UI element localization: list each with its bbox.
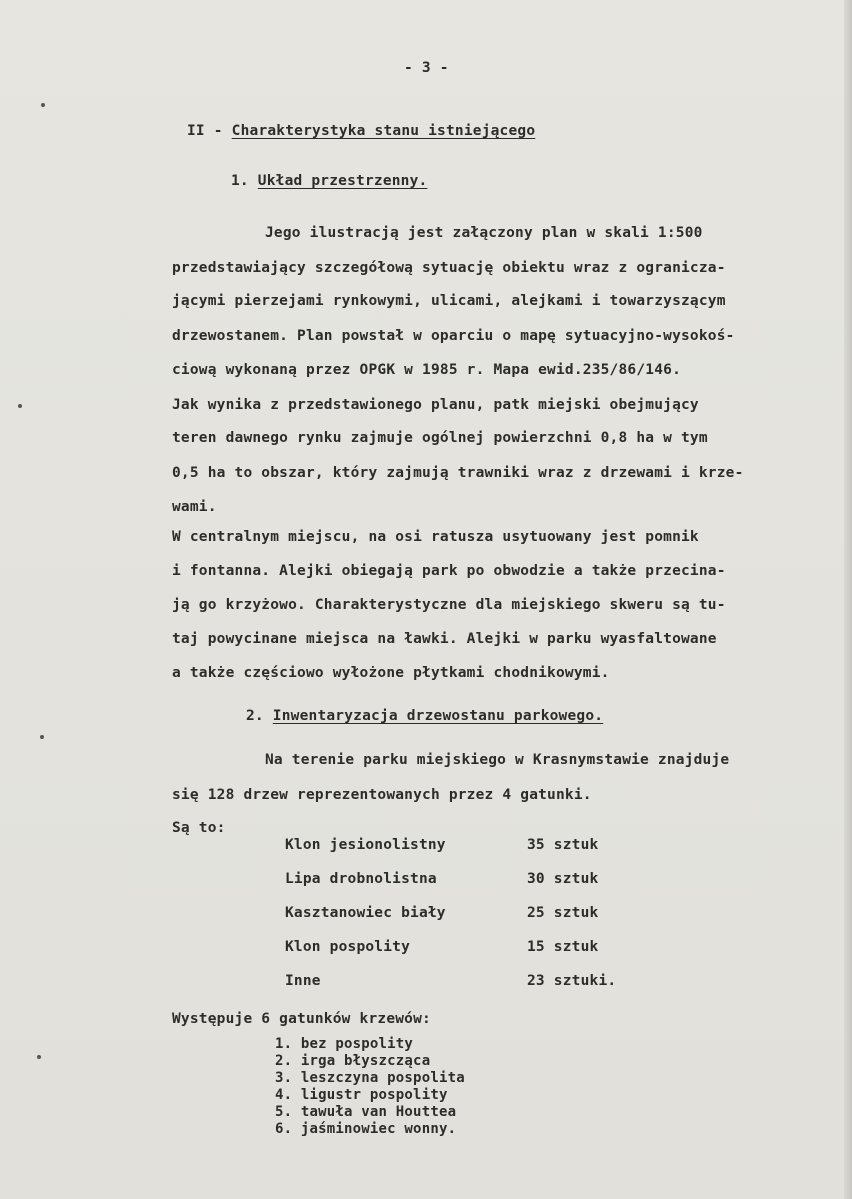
- paragraph-line: taj powycinane miejsca na ławki. Alejki w parku wyasfaltowane: [172, 631, 717, 647]
- paragraph-line: się 128 drzew reprezentowanych przez 4 gatunki.: [172, 787, 592, 803]
- paragraph-line: Jego ilustracją jest załączony plan w skali 1:500: [265, 225, 703, 241]
- shrub-item: 1. bez pospolity: [275, 1036, 414, 1052]
- tree-count: 15 sztuk: [527, 939, 599, 955]
- paragraph-line: W centralnym miejscu, na osi ratusza usytuowany jest pomnik: [172, 529, 699, 545]
- subsection-title: Inwentaryzacja drzewostanu parkowego.: [272, 708, 604, 724]
- tree-name: Klon jesionolistny: [285, 837, 446, 853]
- tree-name: Klon pospolity: [285, 939, 411, 955]
- paragraph-line: teren dawnego rynku zajmuje ogólnej powierzchni 0,8 ha w tym: [172, 430, 708, 446]
- shrub-item: 4. ligustr pospolity: [275, 1087, 448, 1103]
- paragraph-line: przedstawiający szczegółową sytuację obiektu wraz z ogranicza-: [172, 260, 726, 276]
- paragraph-line: jącymi pierzejami rynkowymi, ulicami, alejkami i towarzyszącym: [172, 293, 726, 309]
- paragraph-line: ją go krzyżowo. Charakterystyczne dla miejskiego skweru są tu-: [172, 597, 726, 613]
- tree-name: Lipa drobnolistna: [285, 871, 437, 887]
- paragraph-line: 0,5 ha to obszar, który zajmują trawniki wraz z drzewami i krze-: [172, 465, 744, 481]
- shrub-item: 5. tawuła van Houttea: [275, 1104, 457, 1120]
- section-title: Charakterystyka stanu istniejącego: [231, 123, 536, 139]
- trees-intro: Są to:: [172, 820, 226, 836]
- subsection-title: Układ przestrzenny.: [257, 173, 428, 189]
- tree-count: 25 sztuk: [527, 905, 599, 921]
- shrub-item: 6. jaśminowiec wonny.: [275, 1121, 457, 1137]
- tree-count: 35 sztuk: [527, 837, 599, 853]
- tree-count: 30 sztuk: [527, 871, 599, 887]
- shrub-item: 3. leszczyna pospolita: [275, 1070, 465, 1086]
- page-edge-shadow: [844, 0, 852, 1199]
- tree-name: Inne: [285, 973, 321, 989]
- shrub-item: 2. irga błyszcząca: [275, 1053, 431, 1069]
- paragraph-line: drzewostanem. Plan powstał w oparciu o mapę sytuacyjno-wysokoś-: [172, 328, 735, 344]
- paragraph-line: Na terenie parku miejskiego w Krasnymstawie znajduje: [265, 752, 730, 768]
- tree-count: 23 sztuki.: [527, 973, 617, 989]
- shrubs-intro: Występuje 6 gatunków krzewów:: [172, 1011, 431, 1027]
- punch-mark: [40, 735, 44, 739]
- subsection-prefix: 2.: [246, 708, 273, 724]
- section-prefix: II -: [187, 123, 232, 139]
- tree-name: Kasztanowiec biały: [285, 905, 446, 921]
- paragraph-line: Jak wynika z przedstawionego planu, patk miejski obejmujący: [172, 397, 699, 413]
- punch-mark: [18, 404, 22, 408]
- paragraph-line: i fontanna. Alejki obiegają park po obwodzie a także przecina-: [172, 563, 726, 579]
- paragraph-line: a także częściowo wyłożone płytkami chodnikowymi.: [172, 665, 610, 681]
- subsection-heading-1: [231, 173, 427, 189]
- paragraph-line: wami.: [172, 499, 217, 515]
- paragraph-line: ciową wykonaną przez OPGK w 1985 r. Mapa ewid.235/86/146.: [172, 362, 681, 378]
- punch-mark: [41, 103, 45, 107]
- subsection-prefix: 1.: [231, 173, 258, 189]
- punch-mark: [37, 1055, 41, 1059]
- subsection-heading-2: [246, 708, 603, 724]
- section-heading: [187, 123, 535, 139]
- page-number: - 3 -: [404, 60, 449, 76]
